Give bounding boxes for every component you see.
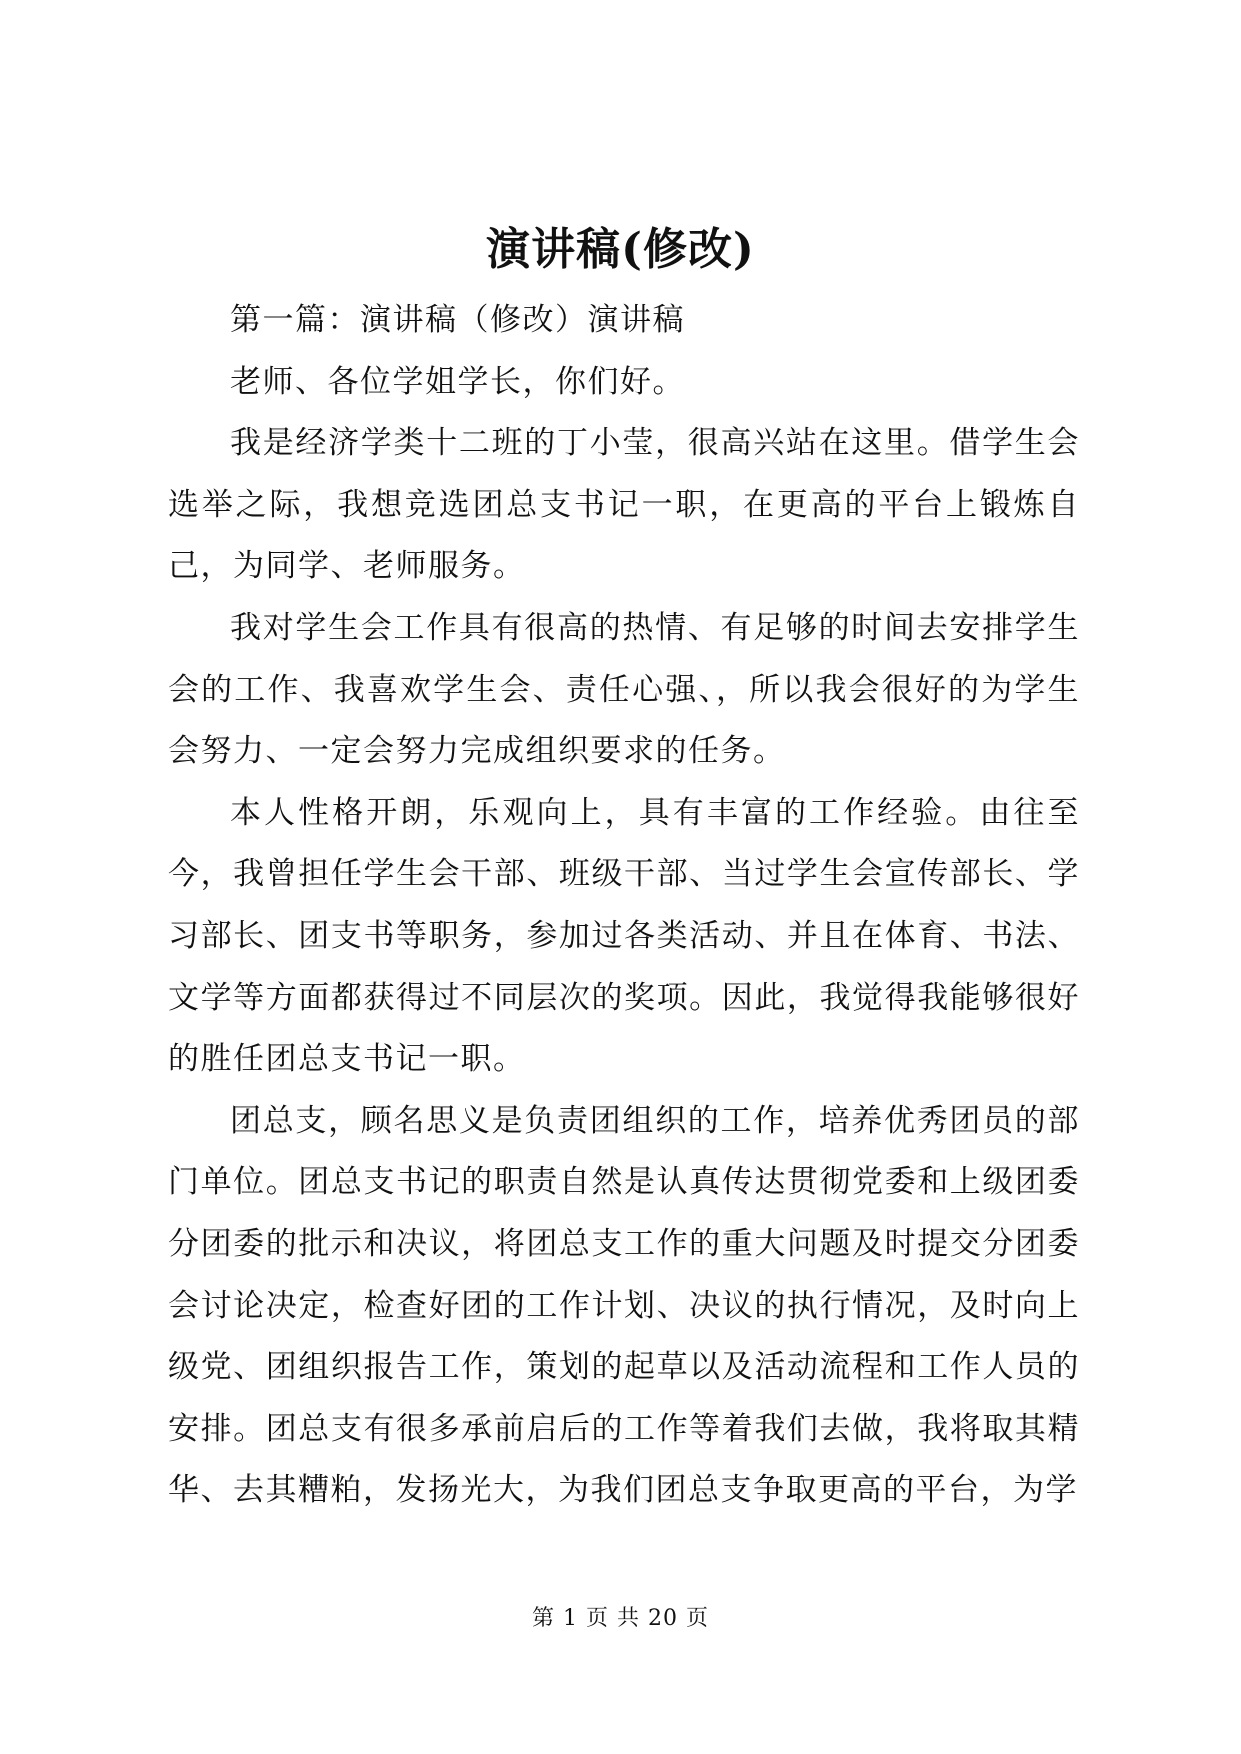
- paragraph-experience: 本人性格开朗，乐观向上，具有丰富的工作经验。由往至今，我曾担任学生会干部、班级干部、当过学生会宣传部长、学习部长、团支书等职务，参加过各类活动、并且在体育、书法、文学等方面都获得过不同层次的奖项。因此，我觉得我能够很好的胜任团总支书记一职。: [168, 794, 1080, 1078]
- paragraph-intro: 我是经济学类十二班的丁小莹，很高兴站在这里。借学生会选举之际，我想竞选团总支书记一职，在更高的平台上锻炼自己，为同学、老师服务。: [168, 425, 1080, 585]
- paragraph-enthusiasm: 我对学生会工作具有很高的热情、有足够的时间去安排学生会的工作、我喜欢学生会、责任心强、，所以我会很好的为学生会努力、一定会努力完成组织要求的任务。: [168, 609, 1080, 770]
- paragraph-duties: 团总支，顾名思义是负责团组织的工作，培养优秀团员的部门单位。团总支书记的职责自然是认真传达贯彻党委和上级团委分团委的批示和决议，将团总支工作的重大问题及时提交分团委会讨论决定，检查好团的工作计划、决议的执行情况，及时向上级党、团组织报告工作，策划的起草以及活动流程和工作人员的安排。团总支有很多承前启后的工作等着我们去做，我将取其精华、去其糟粕，发扬光大，为我们团总支争取更高的平台，为学: [168, 1102, 1080, 1509]
- paragraph-heading: 第一篇：演讲稿（修改）演讲稿: [230, 302, 685, 338]
- paragraph-greeting: 老师、各位学姐学长，你们好。: [230, 363, 685, 400]
- document-body: [168, 290, 1080, 1522]
- page-number-footer: 第 1 页 共 20 页: [532, 1606, 709, 1631]
- document-title: 演讲稿(修改): [486, 224, 755, 275]
